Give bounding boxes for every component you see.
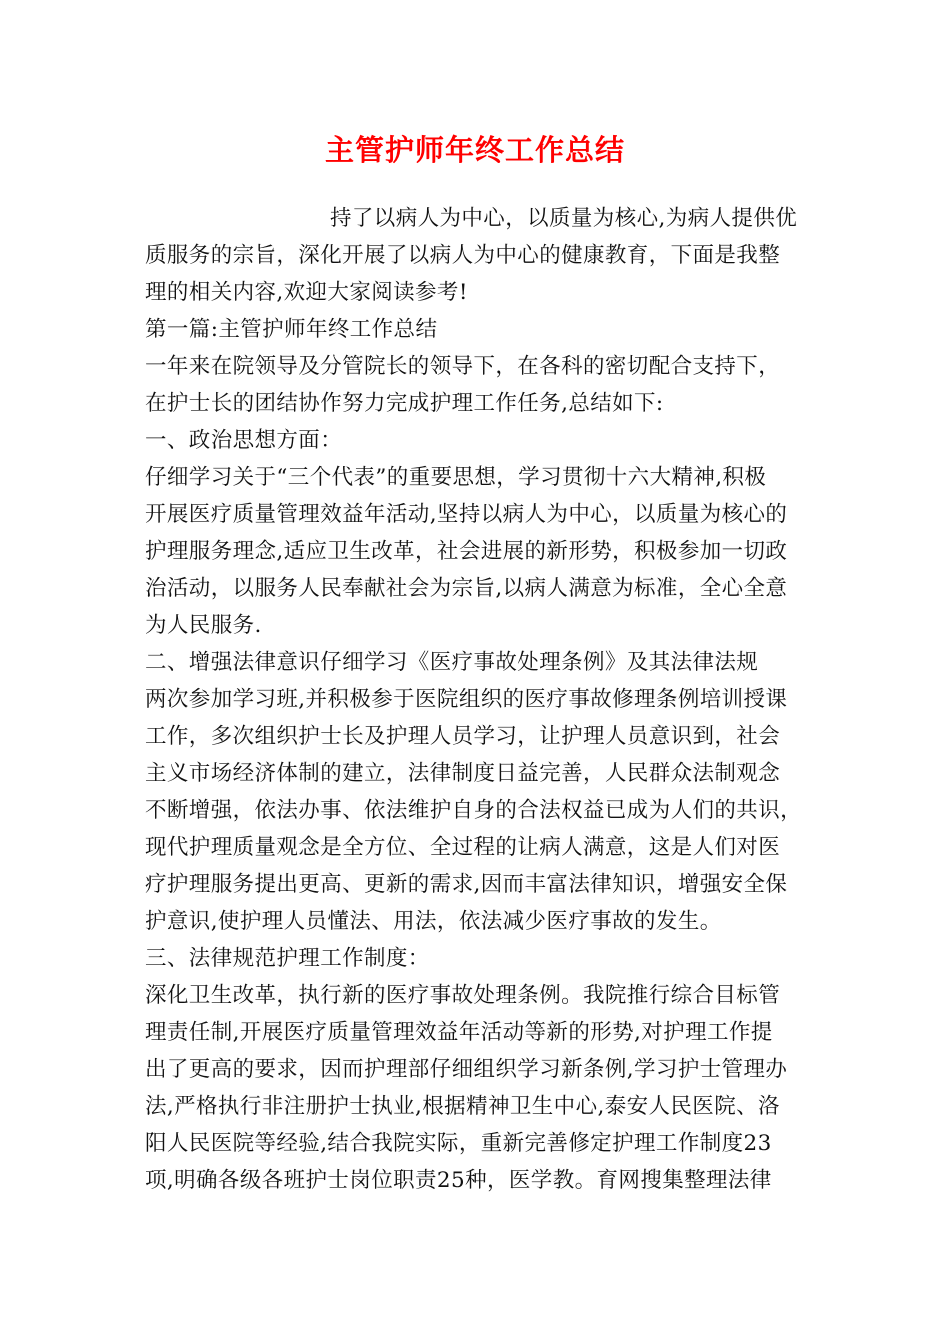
section-heading: 二、增强法律意识仔细学习《医疗事故处理条例》及其法律法规 (145, 650, 759, 675)
paragraph-line: 出了更高的要求，因而护理部仔细组织学习新条例,学习护士管理办 (145, 1057, 788, 1082)
section-heading: 一、政治思想方面： (145, 428, 343, 453)
paragraph-line: 阳人民医院等经验,结合我院实际，重新完善修定护理工作制度23 (145, 1131, 772, 1156)
paragraph-line: 仔细学习关于“三个代表”的重要思想，学习贯彻十六大精神,积极 (145, 465, 767, 490)
paragraph-line: 在护士长的团结协作努力完成护理工作任务,总结如下: (145, 391, 664, 416)
section-heading: 第一篇:主管护师年终工作总结 (145, 317, 438, 342)
paragraph-line: 理责任制,开展医疗质量管理效益年活动等新的形势,对护理工作提 (145, 1020, 773, 1045)
paragraph-line: 法,严格执行非注册护士执业,根据精神卫生中心,泰安人民医院、洛 (145, 1094, 780, 1119)
paragraph-line: 持了以病人为中心，以质量为核心,为病人提供优 (330, 206, 798, 231)
paragraph-line: 深化卫生改革，执行新的医疗事故处理条例。我院推行综合目标管 (145, 983, 781, 1008)
document-title: 主管护师年终工作总结 (324, 133, 625, 167)
paragraph-line: 现代护理质量观念是全方位、全过程的让病人满意，这是人们对医 (145, 835, 781, 860)
paragraph-line: 疗护理服务提出更高、更新的需求,因而丰富法律知识，增强安全保 (145, 872, 788, 897)
paragraph-line: 护意识,使护理人员懂法、用法，依法减少医疗事故的发生。 (145, 909, 722, 934)
paragraph-line: 主义市场经济体制的建立，法律制度日益完善，人民群众法制观念 (145, 761, 781, 786)
section-heading: 三、法律规范护理工作制度： (145, 946, 430, 971)
paragraph-line: 项,明确各级各班护士岗位职责25种，医学教。育网搜集整理法律 (145, 1168, 772, 1193)
paragraph-line: 开展医疗质量管理效益年活动,坚持以病人为中心，以质量为核心的 (145, 502, 788, 527)
paragraph-line: 护理服务理念,适应卫生改革，社会进展的新形势，积极参加一切政 (145, 539, 788, 564)
paragraph-line: 不断增强，依法办事、依法维护自身的合法权益已成为人们的共识， (145, 798, 803, 823)
paragraph-line: 理的相关内容,欢迎大家阅读参考! (145, 280, 468, 305)
paragraph-line: 工作，多次组织护士长及护理人员学习，让护理人员意识到，社会 (145, 724, 781, 749)
paragraph-line: 为人民服务. (145, 613, 262, 638)
document-body (145, 200, 815, 1199)
paragraph-line: 治活动，以服务人民奉献社会为宗旨,以病人满意为标准，全心全意 (145, 576, 788, 601)
paragraph-line: 两次参加学习班,并积极参于医院组织的医疗事故修理条例培训授课 (145, 687, 788, 712)
paragraph-line: 一年来在院领导及分管院长的领导下，在各科的密切配合支持下， (145, 354, 781, 379)
paragraph-line: 质服务的宗旨，深化开展了以病人为中心的健康教育，下面是我整 (145, 243, 781, 268)
